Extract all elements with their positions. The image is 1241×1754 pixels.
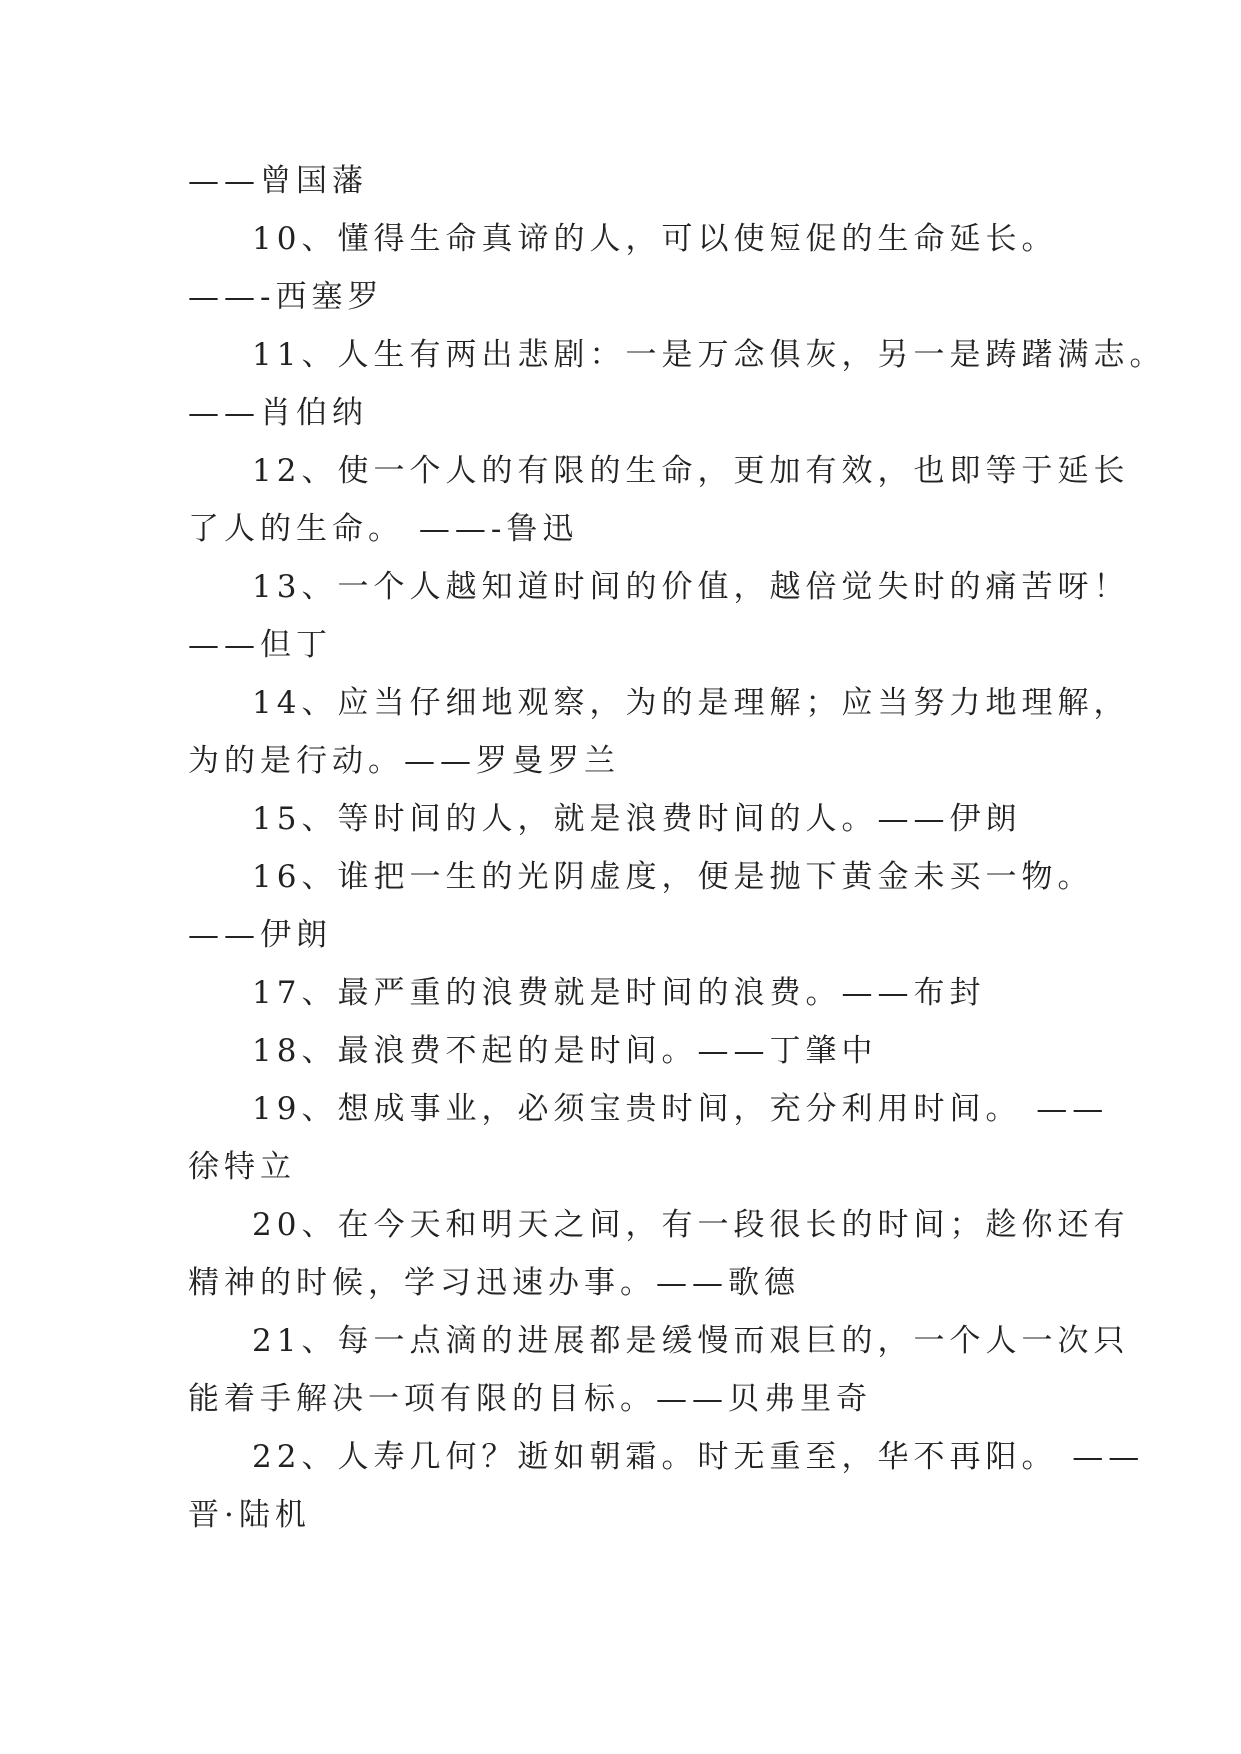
quote-line: 15、等时间的人，就是浪费时间的人。——伊朗: [252, 801, 1022, 837]
quote-line: 13、一个人越知道时间的价值，越倍觉失时的痛苦呀！: [252, 569, 1130, 605]
quote-line: 12、使一个人的有限的生命，更加有效，也即等于延长: [252, 453, 1130, 489]
quote-line: 10、懂得生命真谛的人，可以使短促的生命延长。: [252, 221, 1058, 257]
quote-continuation-line: 了人的生命。 ——-鲁迅: [188, 511, 579, 547]
quote-line: 19、想成事业，必须宝贵时间，充分利用时间。 ——: [252, 1091, 1109, 1127]
quote-continuation-line: 晋·陆机: [188, 1497, 311, 1533]
quote-continuation-line: 徐特立: [188, 1149, 296, 1185]
quote-continuation-line: 精神的时候，学习迅速办事。——歌德: [188, 1265, 800, 1301]
quote-line: 17、最严重的浪费就是时间的浪费。——布封: [252, 975, 986, 1011]
quote-continuation-line: 为的是行动。——罗曼罗兰: [188, 743, 620, 779]
quote-line: 14、应当仔细地观察，为的是理解；应当努力地理解，: [252, 685, 1130, 721]
quote-line: 21、每一点滴的进展都是缓慢而艰巨的，一个人一次只: [252, 1323, 1130, 1359]
quote-continuation-line: 能着手解决一项有限的目标。——贝弗里奇: [188, 1381, 872, 1417]
quote-continuation-line: ——肖伯纳: [188, 395, 368, 431]
quote-continuation-line: ——伊朗: [188, 917, 332, 953]
quote-line: 20、在今天和明天之间，有一段很长的时间；趁你还有: [252, 1207, 1130, 1243]
quote-continuation-line: ——曾国藩: [188, 163, 368, 199]
quote-continuation-line: ——但丁: [188, 627, 332, 663]
quote-line: 11、人生有两出悲剧：一是万念俱灰，另一是踌躇满志。: [252, 337, 1166, 373]
quote-list: [188, 152, 1166, 1544]
quote-continuation-line: ——-西塞罗: [188, 279, 384, 315]
quote-line: 18、最浪费不起的是时间。——丁肇中: [252, 1033, 878, 1069]
quote-line: 16、谁把一生的光阴虚度，便是抛下黄金未买一物。: [252, 859, 1094, 895]
quote-line: 22、人寿几何？逝如朝霜。时无重至，华不再阳。 ——: [252, 1439, 1145, 1475]
